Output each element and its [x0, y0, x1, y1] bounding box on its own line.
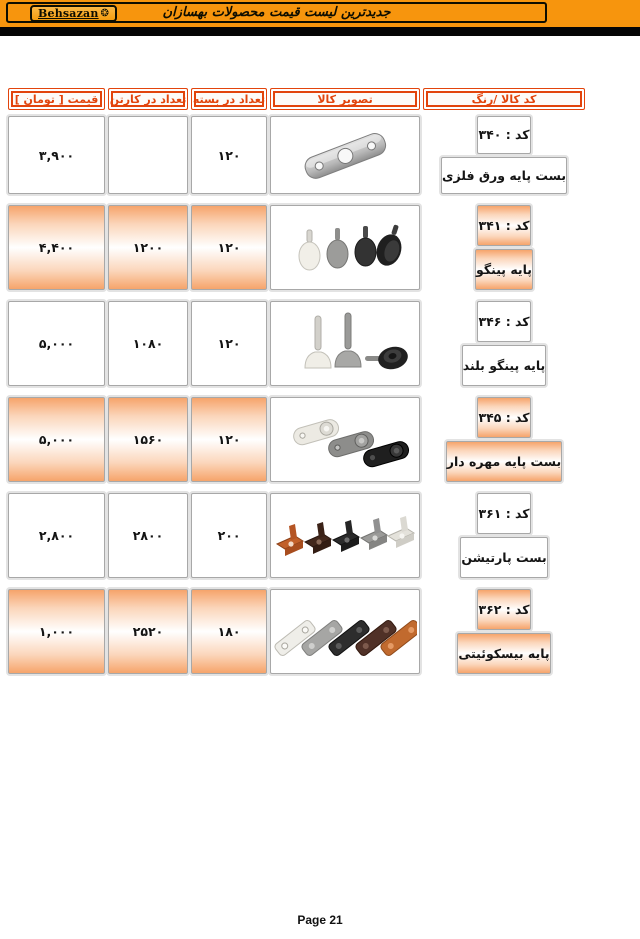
page-number: Page 21	[297, 913, 343, 927]
product-code: کد : ۳۶۱	[477, 493, 530, 534]
price-cell: ۴,۴۰۰	[8, 205, 105, 290]
carton-qty-cell: ۱۰۸۰	[108, 301, 188, 386]
column-header-code: کد کالا /رنگ	[423, 88, 585, 110]
table-row	[8, 493, 585, 578]
carton-qty-cell: ۱۲۰۰	[108, 205, 188, 290]
product-code: کد : ۳۴۱	[477, 205, 530, 246]
product-name: پایه بیسکوئیتی	[457, 633, 550, 674]
banner-underline-stripe	[0, 27, 640, 36]
product-image-cell	[270, 589, 420, 674]
pack-qty-cell: ۱۲۰	[191, 397, 267, 482]
pack-qty-cell: ۲۰۰	[191, 493, 267, 578]
code-name-cell	[423, 205, 585, 290]
price-table	[8, 88, 585, 685]
metal-sheet-base-bracket-image	[275, 123, 415, 187]
product-name: پایه پینگو بلند	[462, 345, 547, 386]
banner-frame	[6, 2, 547, 23]
pack-qty-cell: ۱۲۰	[191, 116, 267, 194]
price-cell: ۱,۰۰۰	[8, 589, 105, 674]
price-cell: ۵,۰۰۰	[8, 397, 105, 482]
product-code: کد : ۳۴۵	[477, 397, 530, 438]
flower-gear-icon: ❂	[100, 7, 109, 19]
nut-base-brackets-image	[275, 404, 415, 476]
table-row	[8, 589, 585, 674]
code-name-cell	[423, 397, 585, 482]
table-row	[8, 205, 585, 290]
column-header-image: تصویر کالا	[270, 88, 420, 110]
pingo-feet-image	[275, 212, 415, 284]
product-name: بست پایه ورق فلزی	[441, 157, 567, 195]
product-image-cell	[270, 397, 420, 482]
product-name: بست پایه مهره دار	[446, 441, 562, 482]
column-header-carton: تعداد در کارتن	[108, 88, 188, 110]
column-header-pack: تعداد در بسته	[191, 88, 267, 110]
code-name-cell	[423, 116, 585, 194]
price-cell: ۵,۰۰۰	[8, 301, 105, 386]
pack-qty-cell: ۱۲۰	[191, 301, 267, 386]
product-name: پایه پینگو	[475, 249, 533, 290]
product-image-cell	[270, 116, 420, 194]
code-name-cell	[423, 493, 585, 578]
table-row	[8, 301, 585, 386]
biscuit-base-plates-image	[273, 598, 417, 666]
carton-qty-cell: ۲۸۰۰	[108, 493, 188, 578]
product-image-cell	[270, 205, 420, 290]
column-header-price: قیمت [ تومان ]	[8, 88, 105, 110]
product-image-cell	[270, 301, 420, 386]
top-banner	[0, 0, 640, 27]
product-name: بست پارتیشن	[460, 537, 547, 578]
tall-pingo-feet-image	[275, 308, 415, 380]
price-cell: ۲,۸۰۰	[8, 493, 105, 578]
product-image-cell	[270, 493, 420, 578]
carton-qty-cell	[108, 116, 188, 194]
code-name-cell	[423, 589, 585, 674]
pack-qty-cell: ۱۲۰	[191, 205, 267, 290]
banner-title: جدیدترین لیست قیمت محصولات بهسازان	[162, 5, 391, 20]
code-name-cell	[423, 301, 585, 386]
carton-qty-cell: ۲۵۲۰	[108, 589, 188, 674]
product-code: کد : ۳۶۲	[477, 589, 530, 630]
table-header-row	[8, 88, 585, 110]
product-code: کد : ۳۴۰	[477, 116, 530, 154]
logo-text: Behsazan	[38, 7, 99, 20]
carton-qty-cell: ۱۵۶۰	[108, 397, 188, 482]
table-row	[8, 116, 585, 194]
table-row	[8, 397, 585, 482]
pack-qty-cell: ۱۸۰	[191, 589, 267, 674]
product-code: کد : ۳۴۶	[477, 301, 530, 342]
price-cell: ۳,۹۰۰	[8, 116, 105, 194]
partition-brackets-image	[273, 504, 417, 568]
